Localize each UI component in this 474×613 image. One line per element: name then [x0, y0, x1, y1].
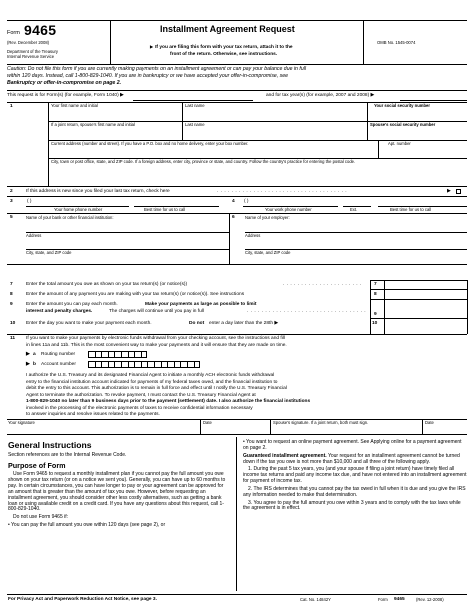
- total-owed-field[interactable]: [385, 281, 466, 289]
- spouse-ssn-field[interactable]: [369, 128, 467, 139]
- online-agreement-text: • You want to request an online payment agreement. See Applying online for a payment agreement on page 2.: [243, 439, 462, 451]
- work-ext-field[interactable]: [343, 197, 373, 206]
- line-7-box-label: 7: [374, 282, 377, 287]
- ext-label: Ext.: [350, 207, 358, 212]
- city-field[interactable]: [50, 170, 467, 185]
- department-name: Department of the Treasury: [7, 49, 58, 54]
- line-5-number: 5: [10, 215, 13, 220]
- request-form-label: This request is for Form(s) (for example, Form 1040) ▶: [7, 93, 124, 98]
- routing-label: Routing number: [41, 352, 76, 357]
- instruction-line-2: front of the return. Otherwise, see instructions.: [170, 52, 278, 57]
- privacy-notice: For Privacy Act and Paperwork Reduction Act Notice, see page 3.: [8, 597, 157, 602]
- routing-arrow-icon: ▶: [26, 352, 30, 357]
- general-instructions-heading: General Instructions: [8, 440, 92, 450]
- spouse-last-name-field[interactable]: [184, 128, 364, 139]
- new-address-checkbox[interactable]: [456, 189, 461, 194]
- spouse-last-name-label: Last name: [185, 122, 205, 127]
- bank-city-label: City, state, and ZIP code: [26, 250, 72, 255]
- last-name-field[interactable]: [184, 109, 364, 121]
- date-2-label: Date: [425, 420, 434, 425]
- line-3-number: 3: [10, 199, 13, 204]
- payment-with-return-field[interactable]: [385, 290, 466, 299]
- line-10-number: 10: [10, 321, 16, 326]
- instructions-left-column: [8, 440, 226, 531]
- irs-name: Internal Revenue Service: [7, 54, 55, 59]
- monthly-payment-field[interactable]: [385, 300, 466, 317]
- work-best-time-field[interactable]: [378, 197, 467, 206]
- your-signature-field[interactable]: [8, 426, 198, 434]
- first-name-label: Your first name and initial: [51, 103, 98, 108]
- guaranteed-heading: Guaranteed installment agreement.: [243, 452, 327, 459]
- caution-line-1: Caution: Do not file this form if you are currently making payments on an installment agreement or can pay your balance due in full: [7, 66, 307, 72]
- bank-address-label: Address: [26, 233, 42, 238]
- your-signature-label: Your signature: [8, 420, 35, 425]
- code-references-text: Section references are to the Internal Revenue Code.: [8, 452, 127, 459]
- line-11-text-1: If you want to make your payments by electronic funds withdrawal from your checking account, see the instructions and fill: [26, 336, 285, 341]
- home-phone-field[interactable]: [26, 197, 130, 206]
- condition-3-text: 3. You agree to pay the full amount you owe within 3 years and to comply with the tax laws while the agreement is in effect.: [243, 499, 461, 512]
- line-11-text-2: in lines 11a and 11b. This is the most convenient way to make your payments and it will ensure that they are made on time.: [26, 343, 287, 348]
- spouse-date-field[interactable]: [424, 426, 466, 434]
- apt-field[interactable]: [380, 147, 467, 158]
- home-phone-label: Your home phone number: [54, 207, 103, 212]
- omb-number: OMB No. 1545-0074: [377, 40, 416, 45]
- account-letter: b: [33, 362, 36, 367]
- line-4-number: 4: [232, 199, 235, 204]
- do-not-use-text: Do not use Form 9465 if:: [13, 514, 69, 521]
- routing-letter: a: [33, 352, 36, 357]
- account-arrow-icon: ▶: [26, 362, 30, 367]
- caution-line-3: Bankruptcy or offer-in-compromise on page 2.: [7, 80, 122, 86]
- instructions-right-column: [243, 440, 467, 514]
- form-label: Form: [7, 30, 20, 36]
- instruction-line-1: ▶ If you are filing this form with your tax return, attach it to the: [150, 45, 293, 51]
- employer-name-field[interactable]: [245, 221, 465, 232]
- bank-city-field[interactable]: [26, 256, 226, 264]
- spouse-first-name-label: If a joint return, spouse's first name and initial: [51, 122, 135, 127]
- address-label: Current address (number and street). If you have a P.O. box and no home delivery, enter your box number.: [51, 141, 249, 146]
- line-10-text-c: enter a day later than the 28th ▶: [209, 321, 279, 326]
- line-9-text-a: Enter the amount you can pay each month.: [26, 302, 118, 307]
- form-number: 9465: [24, 22, 57, 38]
- bank-name-label: Name of your bank or other financial institution:: [26, 215, 114, 220]
- request-year-label: and for tax year(s) (for example, 2007 and 2008) ▶: [266, 93, 375, 98]
- line-9-text-c: interest and penalty charges.: [26, 309, 93, 314]
- work-phone-paren: ( ): [244, 199, 249, 204]
- first-name-field[interactable]: [50, 109, 180, 121]
- ssn-label: Your social security number: [374, 103, 431, 108]
- purpose-heading: Purpose of Form: [8, 460, 66, 470]
- line-1-number: 1: [10, 104, 13, 109]
- condition-1-text: 1. During the past 5 tax years, you (and your spouse if filing a joint return) have timely filed all income tax returns and paid any income tax due, and have not entered into an installment agreement for payment of income tax.: [243, 466, 467, 485]
- ssn-field[interactable]: [369, 109, 467, 121]
- line-9-text-d: The charges will continue until you pay in full: [109, 309, 204, 314]
- employer-city-field[interactable]: [245, 256, 465, 264]
- spouse-ssn-label: Spouse's social security number: [370, 122, 436, 127]
- condition-2-text: 2. The IRS determines that you cannot pay the tax owed in full when it is due and you give the IRS any information needed to make that determination.: [243, 485, 466, 498]
- employer-city-label: City, state, and ZIP code: [245, 250, 291, 255]
- home-best-time-field[interactable]: [134, 197, 220, 206]
- line-2-number: 2: [10, 189, 13, 194]
- line-6-number: 6: [232, 215, 235, 220]
- purpose-text: Use Form 9465 to request a monthly installment plan if you cannot pay the full amount you owe shown on your tax return (or on a notice we sent you). Generally, you can have up to 60 months to pay. In certain circumstances, you can have longer to pay or your agreement can be approved for an amount that is greater than the amount of tax you owe. However, before requesting an installment agreement, you should consider other less costly alternatives, such as getting a bank loan or using available credit on a credit card. If you have any questions about this request, call 1-800-829-1040.: [8, 471, 226, 513]
- apt-label: Apt. number: [388, 141, 411, 146]
- city-label: City, town or post office, state, and ZIP code. If a foreign address, enter city, province or state, and country. Follow the country's practice for entering the postal code.: [51, 159, 356, 164]
- work-phone-label: Your work phone number: [265, 207, 312, 212]
- work-phone-field[interactable]: [243, 197, 339, 206]
- home-best-time-label: Best time for us to call: [144, 207, 186, 212]
- line-11-number: 11: [10, 336, 16, 341]
- bank-name-field[interactable]: [26, 221, 226, 232]
- last-name-label: Last name: [185, 103, 205, 108]
- employer-address-label: Address: [245, 233, 261, 238]
- employer-name-label: Name of your employer:: [245, 215, 290, 220]
- bank-address-field[interactable]: [26, 239, 226, 249]
- account-number-field[interactable]: [88, 361, 200, 368]
- condition-full-pay-text: • You can pay the full amount you owe within 120 days (see page 2), or: [8, 522, 166, 529]
- line-8-text: Enter the amount of any payment you are making with your tax return(s) (or notice(s)). See instructions: [26, 292, 245, 297]
- routing-number-field[interactable]: [88, 351, 147, 358]
- guaranteed-text: Your request for an installment agreement cannot be turned down if the tax you owe is not more than $10,000 and all three of the following apply.: [243, 452, 460, 465]
- line-9-text-b: Make your payments as large as possible to limit: [145, 302, 257, 307]
- footer-form-number: 9465: [394, 597, 405, 602]
- line-7-text: Enter the total amount you owe as shown on your tax return(s) (or notice(s)): [26, 282, 188, 287]
- date-label: Date: [203, 420, 212, 425]
- payment-day-field[interactable]: [385, 319, 466, 333]
- line-9-number: 9: [10, 302, 13, 307]
- spouse-first-name-field[interactable]: [50, 128, 180, 139]
- arrow-icon: ▶: [447, 189, 451, 194]
- line-7-number: 7: [10, 282, 13, 287]
- account-label: Account number: [41, 362, 76, 367]
- work-best-time-label: Best time for us to call: [390, 207, 432, 212]
- line-10-box-label: 10: [372, 321, 378, 326]
- revision-date: (Rev. December 2008): [7, 40, 50, 45]
- line-10-text-a: Enter the day you want to make your payment each month.: [26, 321, 152, 326]
- footer-form-label: Form: [378, 597, 388, 602]
- catalog-number: Cat. No. 14842Y: [300, 597, 331, 602]
- line-8-number: 8: [10, 292, 13, 297]
- footer-revision: (Rev. 12-2008): [416, 597, 444, 602]
- address-field[interactable]: [50, 147, 375, 158]
- line-8-box-label: 8: [374, 292, 377, 297]
- your-date-field[interactable]: [202, 426, 268, 434]
- line-2-text: If this address is new since you filed your last tax return, check here: [26, 189, 170, 194]
- line-10-text-b: Do not: [189, 321, 205, 326]
- form-title: Installment Agreement Request: [160, 24, 295, 34]
- spouse-signature-field[interactable]: [272, 426, 420, 434]
- employer-address-field[interactable]: [245, 239, 465, 249]
- spouse-signature-label: Spouse's signature. If a joint return, both must sign.: [273, 420, 369, 425]
- home-phone-paren: ( ): [27, 199, 32, 204]
- line-9-box-label: 9: [374, 312, 377, 317]
- caution-line-2: within 120 days. Instead, call 1-800-829-1040. If you are in bankruptcy or we have accepted your offer-in-compromise, see: [7, 73, 289, 79]
